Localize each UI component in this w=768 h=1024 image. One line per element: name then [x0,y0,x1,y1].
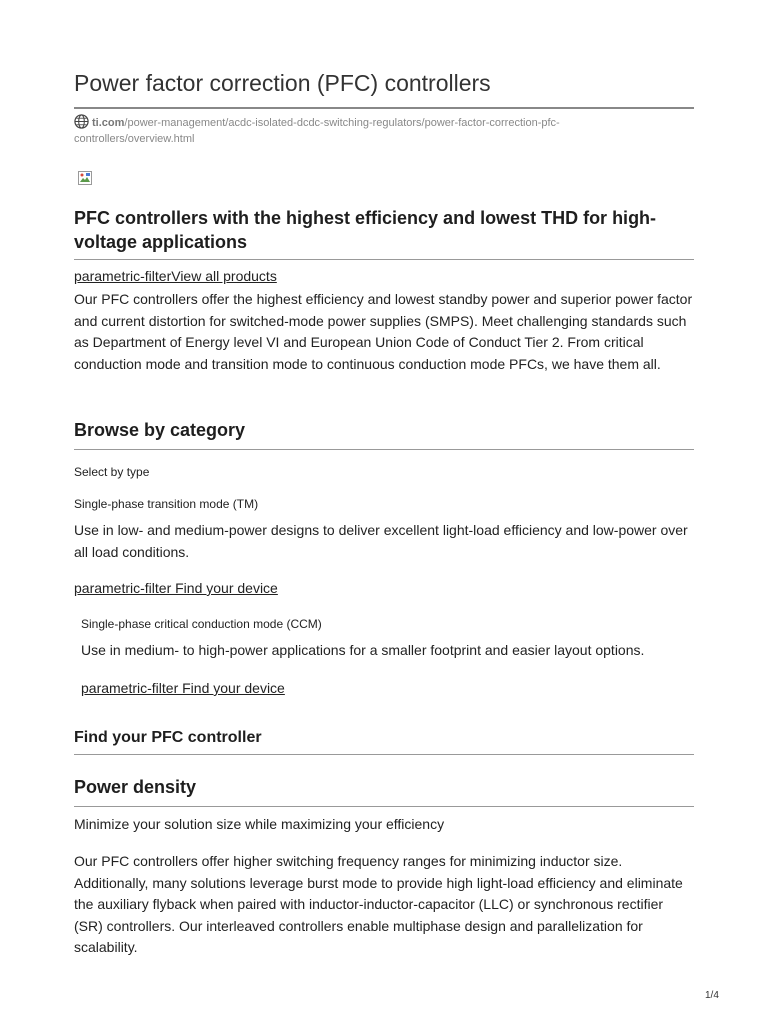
url-path: /power-management/acdc-isolated-dcdc-switching-regulators/power-factor-correction-pfc-controllers/overview.html [74,117,560,145]
select-by-type-label: Select by type [74,465,150,479]
browse-heading: Browse by category [74,420,246,440]
category-tm-description: Use in low- and medium-power designs to deliver excellent light-load efficiency and low-power over all load conditions. [74,522,688,560]
find-device-link-ccm[interactable]: parametric-filter Find your device [81,680,285,696]
globe-icon [74,114,89,129]
category-ccm-title: Single-phase critical conduction mode (CCM) [81,617,322,631]
intro-paragraph: Our PFC controllers offer the highest efficiency and lowest standby power and superior power factor and current distortion for switched-mode power supplies (SMPS). Meet challenging standards such as Department of Energy level VI and European Union Code of Conduct Tier 2. From critical conduction mode and transition mode to continuous conduction mode PFCs, we have them all. [74,291,693,372]
intro-divider [74,259,694,260]
browse-divider [74,449,694,450]
power-density-heading: Power density [74,777,197,797]
title-divider [74,107,694,109]
url-domain: ti.com [92,117,125,129]
view-all-products-link[interactable]: parametric-filterView all products [74,268,277,284]
page-title: Power factor correction (PFC) controllers [74,70,491,96]
density-divider [74,806,694,807]
power-density-paragraph: Our PFC controllers offer higher switching frequency ranges for minimizing inductor size. Additionally, many solutions leverage burst mode to provide high light-load efficiency and eliminate the auxiliary flyback when paired with inductor-inductor-capacitor (LLC) or synchronous rectifier (SR) controllers. Our interleaved controllers enable multiphase design and parallelization for scalability. [74,853,683,955]
intro-heading: PFC controllers with the highest efficiency and lowest THD for high-voltage applications [74,208,657,252]
power-density-subtitle: Minimize your solution size while maximizing your efficiency [74,816,445,832]
find-device-link-tm[interactable]: parametric-filter Find your device [74,580,278,596]
page-number: 1/4 [705,990,719,1001]
find-divider [74,754,694,755]
category-tm-title: Single-phase transition mode (TM) [74,497,259,511]
source-url[interactable] [74,114,634,147]
find-controller-heading: Find your PFC controller [74,729,262,746]
broken-image-icon [78,171,92,185]
category-ccm-description: Use in medium- to high-power applications for a smaller footprint and easier layout options. [81,642,645,658]
